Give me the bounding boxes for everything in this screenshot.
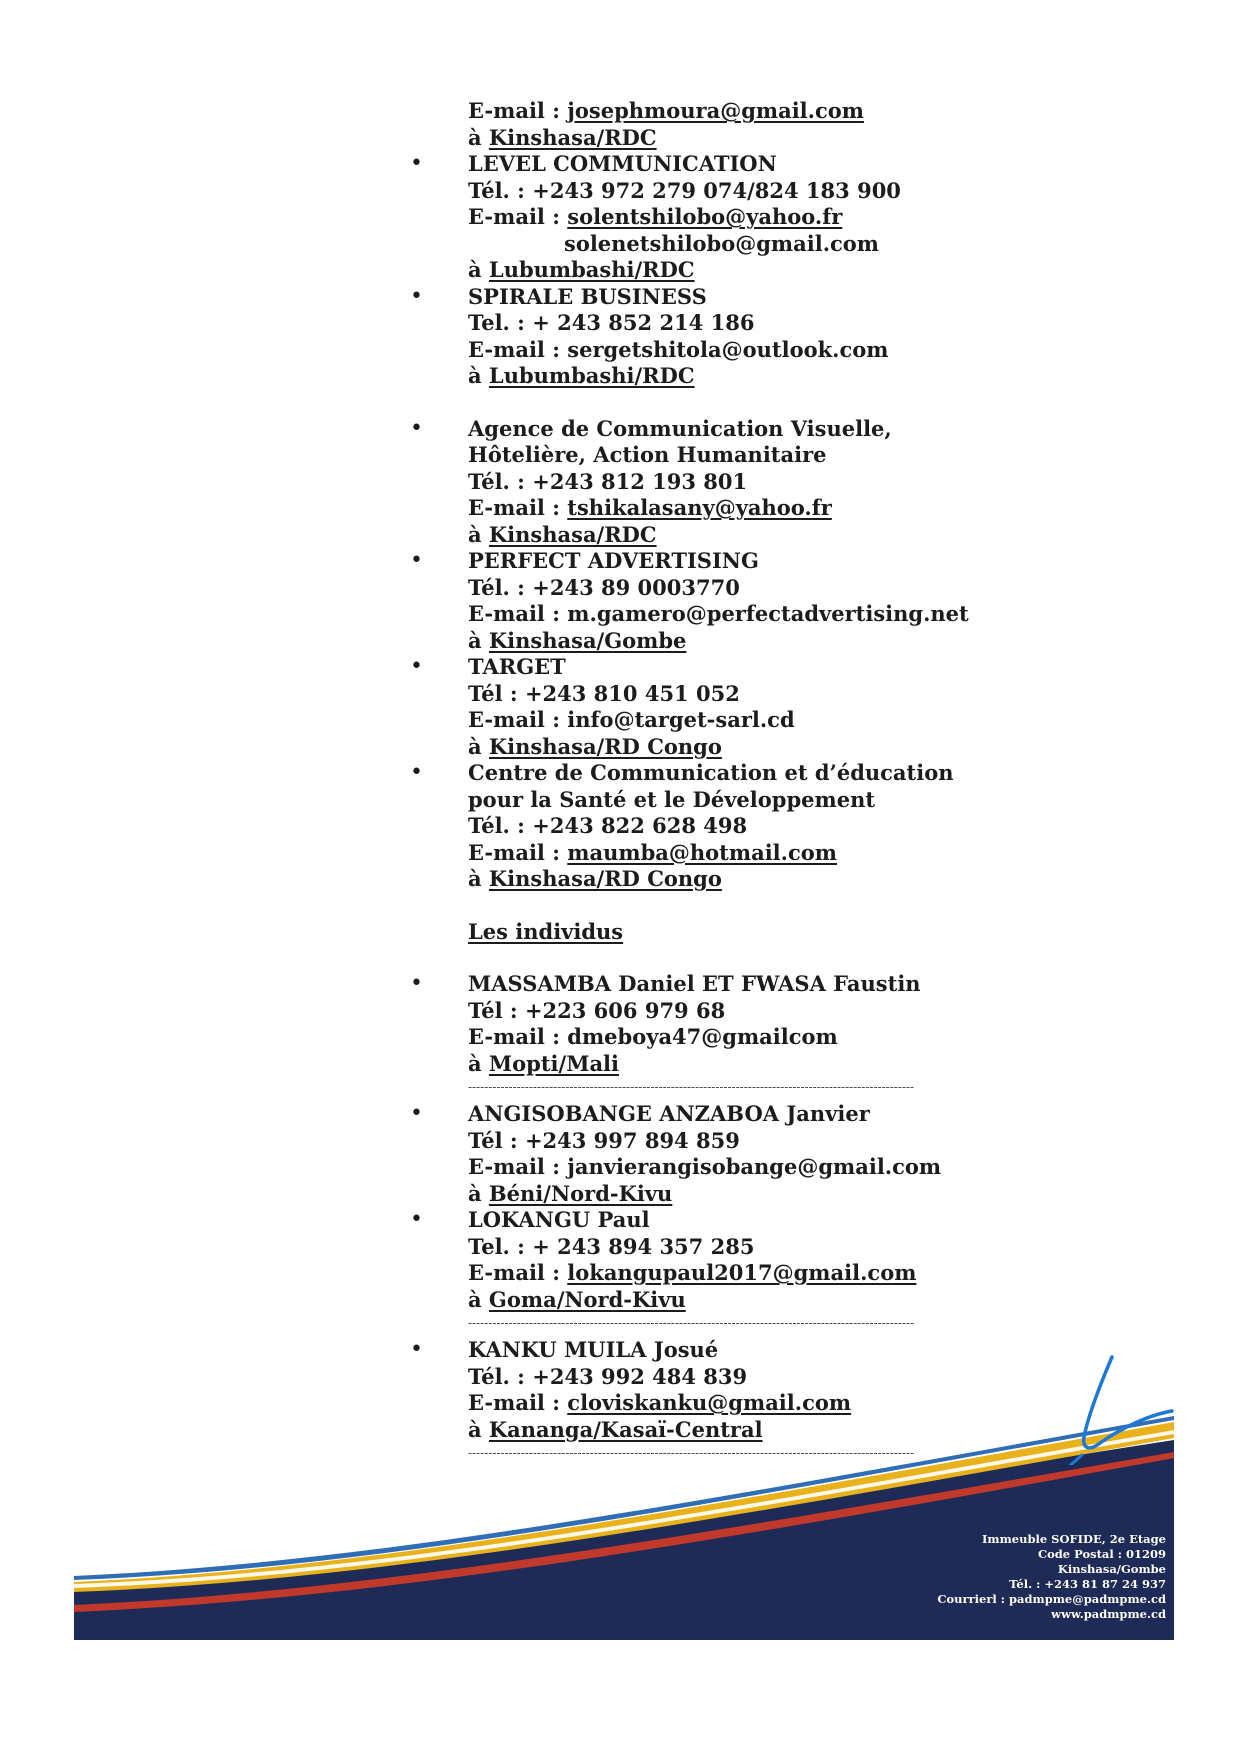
entry-name: SPIRALE BUSINESS	[468, 283, 707, 309]
contact-line	[468, 522, 1068, 549]
line-value: Kananga/Kasaï-Central	[488, 1416, 763, 1442]
line-label: à	[468, 1180, 489, 1206]
bullet-icon: •	[410, 1101, 423, 1126]
line-value[interactable]: maumba@hotmail.com	[567, 839, 837, 865]
contact-line	[468, 178, 1068, 205]
line-value: Goma/Nord-Kivu	[488, 1286, 686, 1312]
line-label: E-mail :	[468, 839, 568, 865]
line-label: E-mail :	[468, 1024, 568, 1049]
line-value: +243 822 628 498	[532, 813, 748, 838]
line-label: Tél :	[468, 997, 525, 1023]
line-label: Tél. :	[468, 177, 533, 203]
contact-line	[468, 469, 1068, 496]
line-value: +243 972 279 074/824 183 900	[532, 177, 901, 203]
line-value: Kinshasa/RDC	[488, 124, 657, 150]
entry-name: MASSAMBA Daniel ET FWASA Faustin	[468, 971, 921, 996]
line-value: solenetshilobo@gmail.com	[564, 230, 880, 256]
contact-line	[468, 204, 1068, 231]
bullet-icon: •	[410, 415, 423, 441]
bullet-icon: •	[410, 1337, 423, 1362]
contact-entry	[410, 760, 1068, 893]
line-value: +243 992 484 839	[532, 1363, 748, 1389]
line-label: E-mail :	[468, 204, 568, 229]
contact-line	[468, 1154, 1068, 1181]
contact-line	[468, 257, 1068, 284]
signature-mark	[1060, 1345, 1180, 1465]
line-label: Tél. :	[468, 1363, 533, 1389]
contact-line	[468, 442, 1068, 469]
line-value: dmeboya47@gmailcom	[567, 1024, 838, 1049]
line-value: pour la Santé et le Développement	[468, 786, 876, 812]
line-label: E-mail :	[468, 1260, 568, 1285]
line-label: à	[468, 1050, 489, 1076]
contact-line	[468, 866, 1068, 893]
line-label: E-mail :	[468, 1154, 568, 1179]
entry-name: LOKANGU Paul	[468, 1207, 650, 1232]
line-label: E-mail :	[468, 1390, 568, 1415]
line-value: + 243 894 357 285	[532, 1233, 755, 1259]
footer-line: Immeuble SOFIDE, 2e Etage	[982, 1532, 1166, 1546]
line-value: m.gamero@perfectadvertising.net	[567, 601, 969, 626]
contact-line	[468, 998, 1068, 1025]
line-value[interactable]: cloviskanku@gmail.com	[567, 1390, 852, 1415]
line-value: Béni/Nord-Kivu	[488, 1180, 673, 1206]
footer-line: Courrierl : padmpme@padmpme.cd	[937, 1592, 1166, 1606]
line-label: E-mail :	[468, 601, 568, 626]
line-value[interactable]: lokangupaul2017@gmail.com	[567, 1260, 917, 1285]
line-value: Mopti/Mali	[488, 1050, 620, 1076]
spacer	[468, 893, 1068, 919]
contact-entry	[410, 1207, 1068, 1331]
footer-line: Kinshasa/Gombe	[1057, 1562, 1166, 1576]
footer-line: www.padmpme.cd	[1051, 1607, 1166, 1621]
footer-address	[937, 1532, 1166, 1622]
line-label: à	[468, 257, 489, 282]
letterhead-footer	[74, 1340, 1174, 1640]
line-value: Lubumbashi/RDC	[488, 257, 695, 282]
entry-name: ANGISOBANGE ANZABOA Janvier	[468, 1101, 870, 1126]
contact-entry	[410, 548, 1068, 654]
contact-line	[468, 495, 1068, 522]
line-label: E-mail :	[468, 495, 568, 520]
line-label: Tel. :	[468, 1233, 533, 1259]
contact-line	[468, 707, 1068, 734]
line-value: +223 606 979 68	[524, 997, 726, 1023]
line-label: Tél. :	[468, 574, 533, 600]
line-label: à	[468, 124, 489, 150]
line-label: E-mail :	[468, 98, 568, 123]
line-label: Tél. :	[468, 468, 533, 494]
contact-line	[468, 840, 1068, 867]
contact-line	[468, 628, 1068, 655]
dashed-separator: --------------------------------------------------------------------------------------------------------------	[468, 1446, 915, 1460]
dashed-separator: --------------------------------------------------------------------------------------------------------------	[468, 1316, 915, 1330]
contact-line	[468, 363, 1068, 390]
bullet-icon: •	[410, 971, 423, 996]
footer-line: Tél. : +243 81 87 24 937	[1009, 1577, 1166, 1591]
bullet-icon: •	[410, 760, 423, 785]
line-label: E-mail :	[468, 707, 568, 732]
line-value: Lubumbashi/RDC	[488, 363, 695, 388]
line-label: à	[468, 521, 489, 547]
line-label: Tel. :	[468, 310, 533, 335]
line-label: E-mail :	[468, 336, 568, 362]
line-value: +243 812 193 801	[532, 468, 748, 494]
line-label: à	[468, 1416, 489, 1442]
spacer	[468, 945, 1068, 971]
contact-line	[468, 98, 1068, 125]
contact-entry	[410, 151, 1068, 284]
contact-entry	[410, 283, 1068, 390]
entry-name: TARGET	[468, 654, 566, 679]
contact-line	[468, 1234, 1068, 1261]
entry-name: Centre de Communication et d’éducation	[468, 760, 954, 785]
line-value: Kinshasa/RDC	[488, 521, 657, 547]
contact-line	[468, 1287, 1068, 1314]
line-label: Tél :	[468, 1127, 525, 1153]
line-value[interactable]: solentshilobo@yahoo.fr	[567, 204, 843, 229]
spacer	[468, 390, 1068, 416]
contact-line	[468, 813, 1068, 840]
line-value: Kinshasa/Gombe	[488, 627, 687, 653]
line-value: Hôtelière, Action Humanitaire	[468, 442, 827, 467]
line-label: à	[468, 627, 489, 653]
line-value: info@target-sarl.cd	[567, 707, 795, 732]
contact-entry	[410, 971, 1068, 1095]
entry-name: Agence de Communication Visuelle,	[468, 415, 892, 441]
line-value: Kinshasa/RD Congo	[488, 733, 722, 759]
line-value: +243 89 0003770	[532, 574, 740, 600]
contact-line	[468, 1128, 1068, 1155]
contact-entry	[410, 1101, 1068, 1207]
line-label: à	[468, 1286, 489, 1312]
line-value: + 243 852 214 186	[532, 310, 755, 335]
contact-line	[468, 734, 1068, 761]
section-title: Les individus	[468, 918, 624, 944]
bullet-icon: •	[410, 151, 423, 176]
contact-line	[468, 787, 1068, 814]
line-label: à	[468, 866, 489, 891]
contact-line	[468, 125, 1068, 152]
line-value: janvierangisobange@gmail.com	[567, 1154, 942, 1179]
contact-line	[468, 1260, 1068, 1287]
line-value: Kinshasa/RD Congo	[488, 866, 722, 891]
line-label: à	[468, 733, 489, 759]
bullet-icon: •	[410, 283, 423, 309]
line-label: Tél :	[468, 680, 525, 706]
contact-line	[468, 337, 1068, 364]
footer-line: Code Postal : 01209	[1037, 1547, 1166, 1561]
line-value[interactable]: josephmoura@gmail.com	[567, 98, 864, 123]
bullet-icon: •	[410, 1207, 423, 1232]
line-value: sergetshitola@outlook.com	[567, 336, 889, 362]
contact-line	[468, 601, 1068, 628]
entry-name: LEVEL COMMUNICATION	[468, 151, 777, 176]
entry-name: PERFECT ADVERTISING	[468, 548, 759, 573]
contact-list	[410, 98, 1068, 1467]
line-value: +243 810 451 052	[524, 680, 740, 706]
line-label: Tél. :	[468, 813, 533, 838]
contact-line	[468, 231, 1068, 258]
line-label: à	[468, 363, 489, 388]
contact-line	[468, 1181, 1068, 1208]
dashed-separator: --------------------------------------------------------------------------------------------------------------	[468, 1080, 915, 1094]
contact-entry	[410, 654, 1068, 760]
contact-entry	[410, 415, 1068, 549]
contact-line	[468, 681, 1068, 708]
line-value[interactable]: tshikalasany@yahoo.fr	[567, 495, 832, 520]
line-value: +243 997 894 859	[524, 1127, 740, 1153]
contact-line	[468, 575, 1068, 602]
bullet-icon: •	[410, 654, 423, 679]
contact-line	[468, 310, 1068, 337]
contact-line	[468, 1051, 1068, 1078]
bullet-icon: •	[410, 548, 423, 573]
contact-line	[468, 1024, 1068, 1051]
entry-name: KANKU MUILA Josué	[468, 1337, 719, 1362]
